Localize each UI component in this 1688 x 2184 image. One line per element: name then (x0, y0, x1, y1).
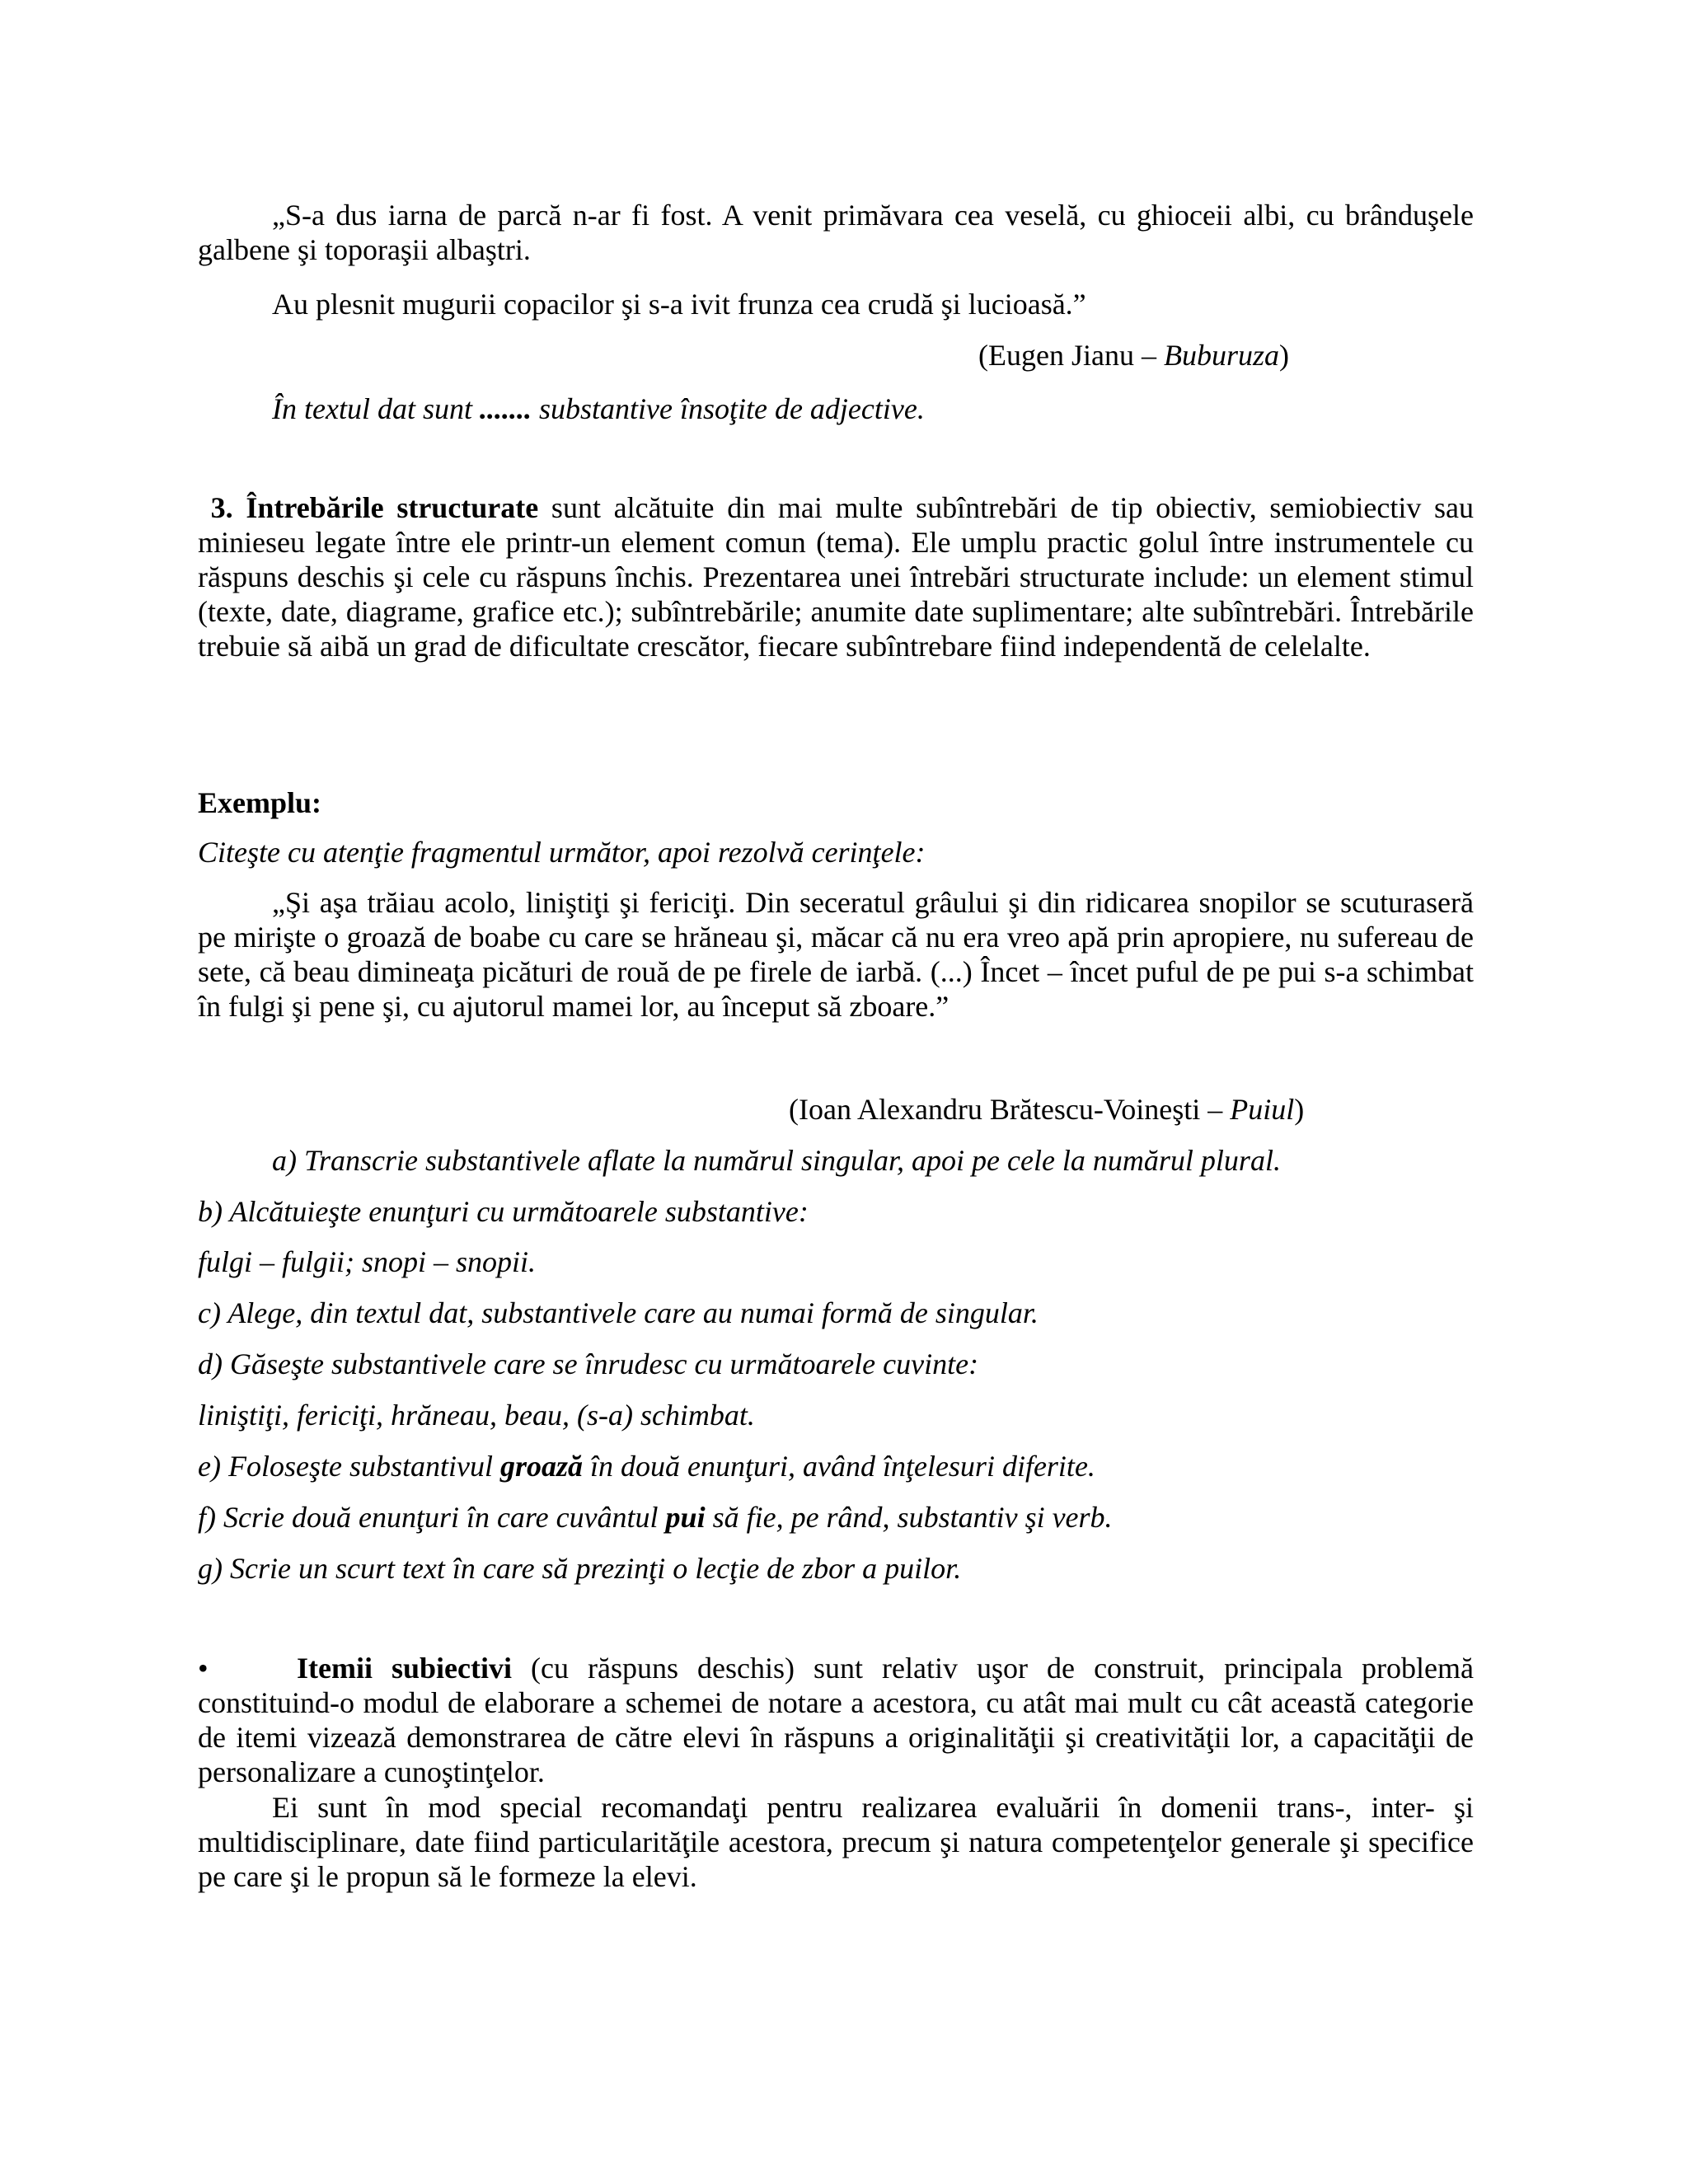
quote-paragraph (198, 287, 1474, 321)
subjective-paragraph (198, 1651, 1474, 1789)
task-text: e) Foloseşte substantivul (198, 1450, 500, 1483)
section-body: sunt alcătuite din mai multe subîntrebări de tip obiectiv, semiobiectiv sau minieseu legate între ele printr-un element comun (tema). Ele umplu practic golul între instrumentele cu răspuns deschis şi cele cu răspuns închis. Prezentarea unei întrebări structurate include: un element stimul (texte, date, diagrame, grafice etc.); subîntrebările; anumite date suplimentare; alte subîntrebări. Întrebările trebuie să aibă un grad de dificultate crescător, fiecare subîntrebare fiind independentă de celelalte. (198, 491, 1475, 663)
quote-text: „Şi aşa trăiau acolo, liniştiţi şi fericiţi. Din seceratul grâului şi din ridicarea snopilor se scuturaseră pe mirişte o groază de boabe cu care se hrăneau şi, măcar că nu era vreo apă prin apropiere, nu sufereau de sete, că beau dimineaţa picături de rouă de pe firele de iarbă. (...) Încet – încet puful de pe pui s-a schimbat în fulgi şi pene şi, cu ajutorul mamei lor, au început să zboare.” (198, 886, 1474, 1023)
task-d-words: liniştiţi, fericiţi, hrăneau, beau, (s-a) schimbat. (198, 1399, 755, 1432)
quote-attribution (978, 338, 1289, 373)
task-text: f) Scrie două enunţuri în care cuvântul (198, 1501, 666, 1534)
attribution-close: ) (1294, 1093, 1305, 1126)
task-a: a) Transcrie substantivele aflate la numărul singular, apoi pe cele la numărul plural. (272, 1144, 1281, 1177)
task-text: substantive însoţite de adjective. (531, 392, 925, 425)
subjective-paragraph-2: Ei sunt în mod special recomandaţi pentru realizarea evaluării în domenii trans-, inter- şi multidisciplinare, date fiind particularităţile acestora, precum şi natura competenţelor generale şi specifice pe care şi le propun să le formeze la elevi. (198, 1791, 1474, 1893)
task-keyword: groază (499, 1450, 583, 1483)
task-b: b) Alcătuieşte enunţuri cu următoarele substantive: (198, 1195, 809, 1228)
task-d: d) Găseşte substantivele care se înrudesc cu următoarele cuvinte: (198, 1347, 979, 1380)
task-c: c) Alege, din textul dat, substantivele care au numai formă de singular. (198, 1296, 1039, 1329)
attribution-title: Buburuza (1163, 339, 1279, 372)
task-text: În textul dat sunt (272, 392, 480, 425)
quote-paragraph (198, 198, 1474, 267)
attribution-title: Puiul (1230, 1093, 1295, 1126)
attribution-close: ) (1278, 339, 1289, 372)
task-text: să fie, pe rând, substantiv şi verb. (705, 1501, 1113, 1534)
attribution-author: (Ioan Alexandru Brătescu-Voineşti – (789, 1093, 1231, 1126)
subjective-heading: Itemii subiectivi (297, 1652, 512, 1685)
task-keyword: pui (665, 1501, 706, 1534)
example-instruction: Citeşte cu atenţie fragmentul următor, apoi rezolvă cerinţele: (198, 836, 926, 869)
example-quote (198, 885, 1474, 1024)
task-e (198, 1449, 1474, 1483)
quote-text: Au plesnit mugurii copacilor şi s-a ivit frunza cea crudă şi lucioasă.” (272, 288, 1086, 321)
quote-text: „S-a dus iarna de parcă n-ar fi fost. A venit primăvara cea veselă, cu ghioceii albi, cu brânduşele galbene şi toporaşii albaştri. (198, 199, 1474, 266)
task-sentence (198, 391, 1474, 426)
bullet-icon: • (198, 1652, 209, 1685)
attribution-author: (Eugen Jianu – (978, 339, 1164, 372)
example-attribution (789, 1092, 1304, 1127)
section-3-paragraph (198, 490, 1474, 663)
task-g: g) Scrie un scurt text în care să prezinţi o lecţie de zbor a puilor. (198, 1552, 962, 1585)
section-heading: Întrebările structurate (246, 491, 539, 524)
subjective-body: (cu răspuns deschis) sunt relativ uşor de construit, principala problemă constituind-o modul de elaborare a schemei de notare a acestora, cu atât mai mult cu cât această categorie de itemi vizează demonstrarea de către elevi în răspuns a originalităţii şi creativităţii lor, a capacităţii de personalizare a cunoştinţelor. (198, 1652, 1474, 1788)
task-f (198, 1500, 1474, 1535)
task-blank: ....... (479, 392, 532, 425)
example-label: Exemplu: (198, 786, 322, 819)
task-text: în două enunţuri, având înţelesuri diferite. (582, 1450, 1095, 1483)
section-number: 3. (210, 491, 233, 524)
task-b-words: fulgi – fulgii; snopi – snopii. (198, 1245, 537, 1278)
